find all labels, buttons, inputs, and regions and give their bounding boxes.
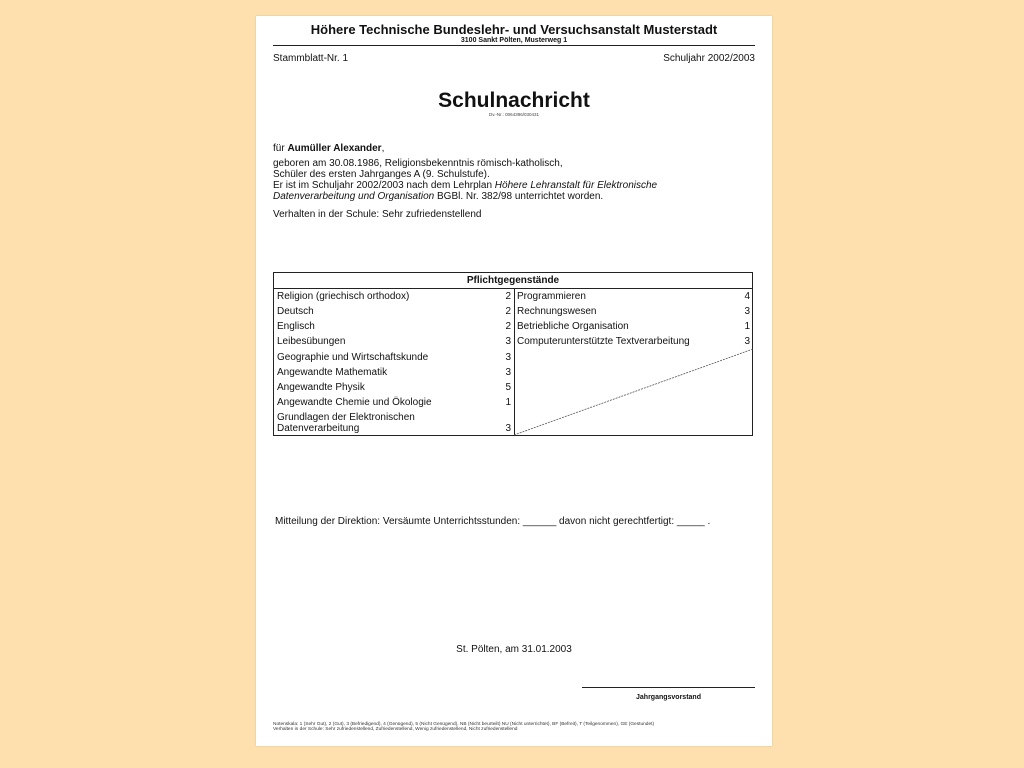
conduct-line: Verhalten in der Schule: Sehr zufriedenstellend	[273, 209, 482, 220]
document-reference: Dv.-Nr.: 0064396/030431	[489, 112, 539, 117]
grades-table	[273, 272, 753, 436]
grades-heading: Pflichtgegenstände	[274, 273, 752, 289]
subject-name: Leibesübungen	[277, 336, 346, 347]
subject-name: Geographie und Wirtschaftskunde	[277, 352, 429, 363]
grading-scale-footnote: Notenskala: 1 (Sehr Gut), 2 (Gut), 3 (Befriedigend), 4 (Genügend), 5 (Nicht Genügend), NB (Nicht beurteilt) NU (Nicht unterrichtet), BF (Befreit), T (Teilgenommen), GE (Gestundet)	[273, 722, 655, 727]
signature-label: Jahrgangsvorstand	[636, 694, 701, 701]
curriculum-name-part2: Datenverarbeitung und Organisation	[273, 191, 435, 202]
place-date: St. Pölten, am 31.01.2003	[456, 644, 572, 655]
absence-notice: Mitteilung der Direktion: Versäumte Unterrichtsstunden: ______ davon nicht gerechtfertigt: _____ .	[275, 516, 711, 527]
curriculum-suffix: BGBl. Nr. 382/98 unterrichtet worden.	[434, 191, 604, 202]
sheet-number: Stammblatt-Nr. 1	[273, 53, 349, 64]
subject-grade: 3	[505, 423, 511, 434]
subject-grade: 5	[505, 382, 511, 393]
subject-name: Deutsch	[277, 306, 314, 317]
subject-name: Rechnungswesen	[517, 306, 597, 317]
name-suffix: ,	[381, 143, 385, 154]
curriculum-line-2	[273, 191, 603, 202]
subject-grade: 3	[505, 367, 511, 378]
subject-name: Angewandte Mathematik	[277, 367, 388, 378]
header-divider	[273, 45, 755, 46]
school-address: 3100 Sankt Pölten, Musterweg 1	[460, 37, 568, 44]
subject-name: Betriebliche Organisation	[517, 321, 629, 332]
school-year: Schuljahr 2002/2003	[663, 53, 755, 64]
subject-grade: 2	[505, 291, 511, 302]
subject-name: Religion (griechisch orthodox)	[277, 291, 410, 302]
subject-name: Programmieren	[517, 291, 586, 302]
subject-grade: 4	[744, 291, 750, 302]
subject-grade: 2	[505, 306, 511, 317]
subject-grade: 2	[505, 321, 511, 332]
conduct-scale-footnote: Verhalten in der Schule: Sehr zufriedenstellend, Zufriedenstellend, Wenig zufriedenstellend, Nicht zufriedenstellend	[273, 727, 518, 732]
curriculum-name-part1: Höhere Lehranstalt für Elektronische	[494, 180, 658, 191]
pupil-line: Schüler des ersten Jahrganges A (9. Schulstufe).	[273, 169, 490, 180]
curriculum-prefix: Er ist im Schuljahr 2002/2003 nach dem Lehrplan	[273, 180, 495, 191]
birth-line: geboren am 30.08.1986, Religionsbekenntnis römisch-katholisch,	[273, 158, 563, 169]
subject-name: Grundlagen der Elektronischen Datenverarbeitung	[277, 412, 415, 434]
subject-name: Computerunterstützte Textverarbeitung	[517, 336, 690, 347]
subject-name: Angewandte Chemie und Ökologie	[277, 397, 432, 408]
signature-line	[582, 687, 755, 688]
strike-through-line	[514, 349, 753, 436]
subject-grade: 1	[744, 321, 750, 332]
school-name: Höhere Technische Bundeslehr- und Versuchsanstalt Musterstadt	[310, 22, 718, 37]
subject-grade: 3	[744, 306, 750, 317]
subject-grade: 1	[505, 397, 511, 408]
curriculum-line	[273, 180, 657, 191]
subject-name: Englisch	[277, 321, 315, 332]
for-prefix: für	[273, 143, 288, 154]
document-title: Schulnachricht	[438, 89, 590, 112]
report-card-page	[256, 16, 772, 746]
table-row	[274, 412, 514, 434]
subject-grade: 3	[505, 336, 511, 347]
subject-name: Angewandte Physik	[277, 382, 365, 393]
student-name: Aumüller Alexander	[287, 143, 382, 154]
subject-grade: 3	[744, 336, 750, 347]
student-line	[273, 143, 384, 154]
subject-grade: 3	[505, 352, 511, 363]
